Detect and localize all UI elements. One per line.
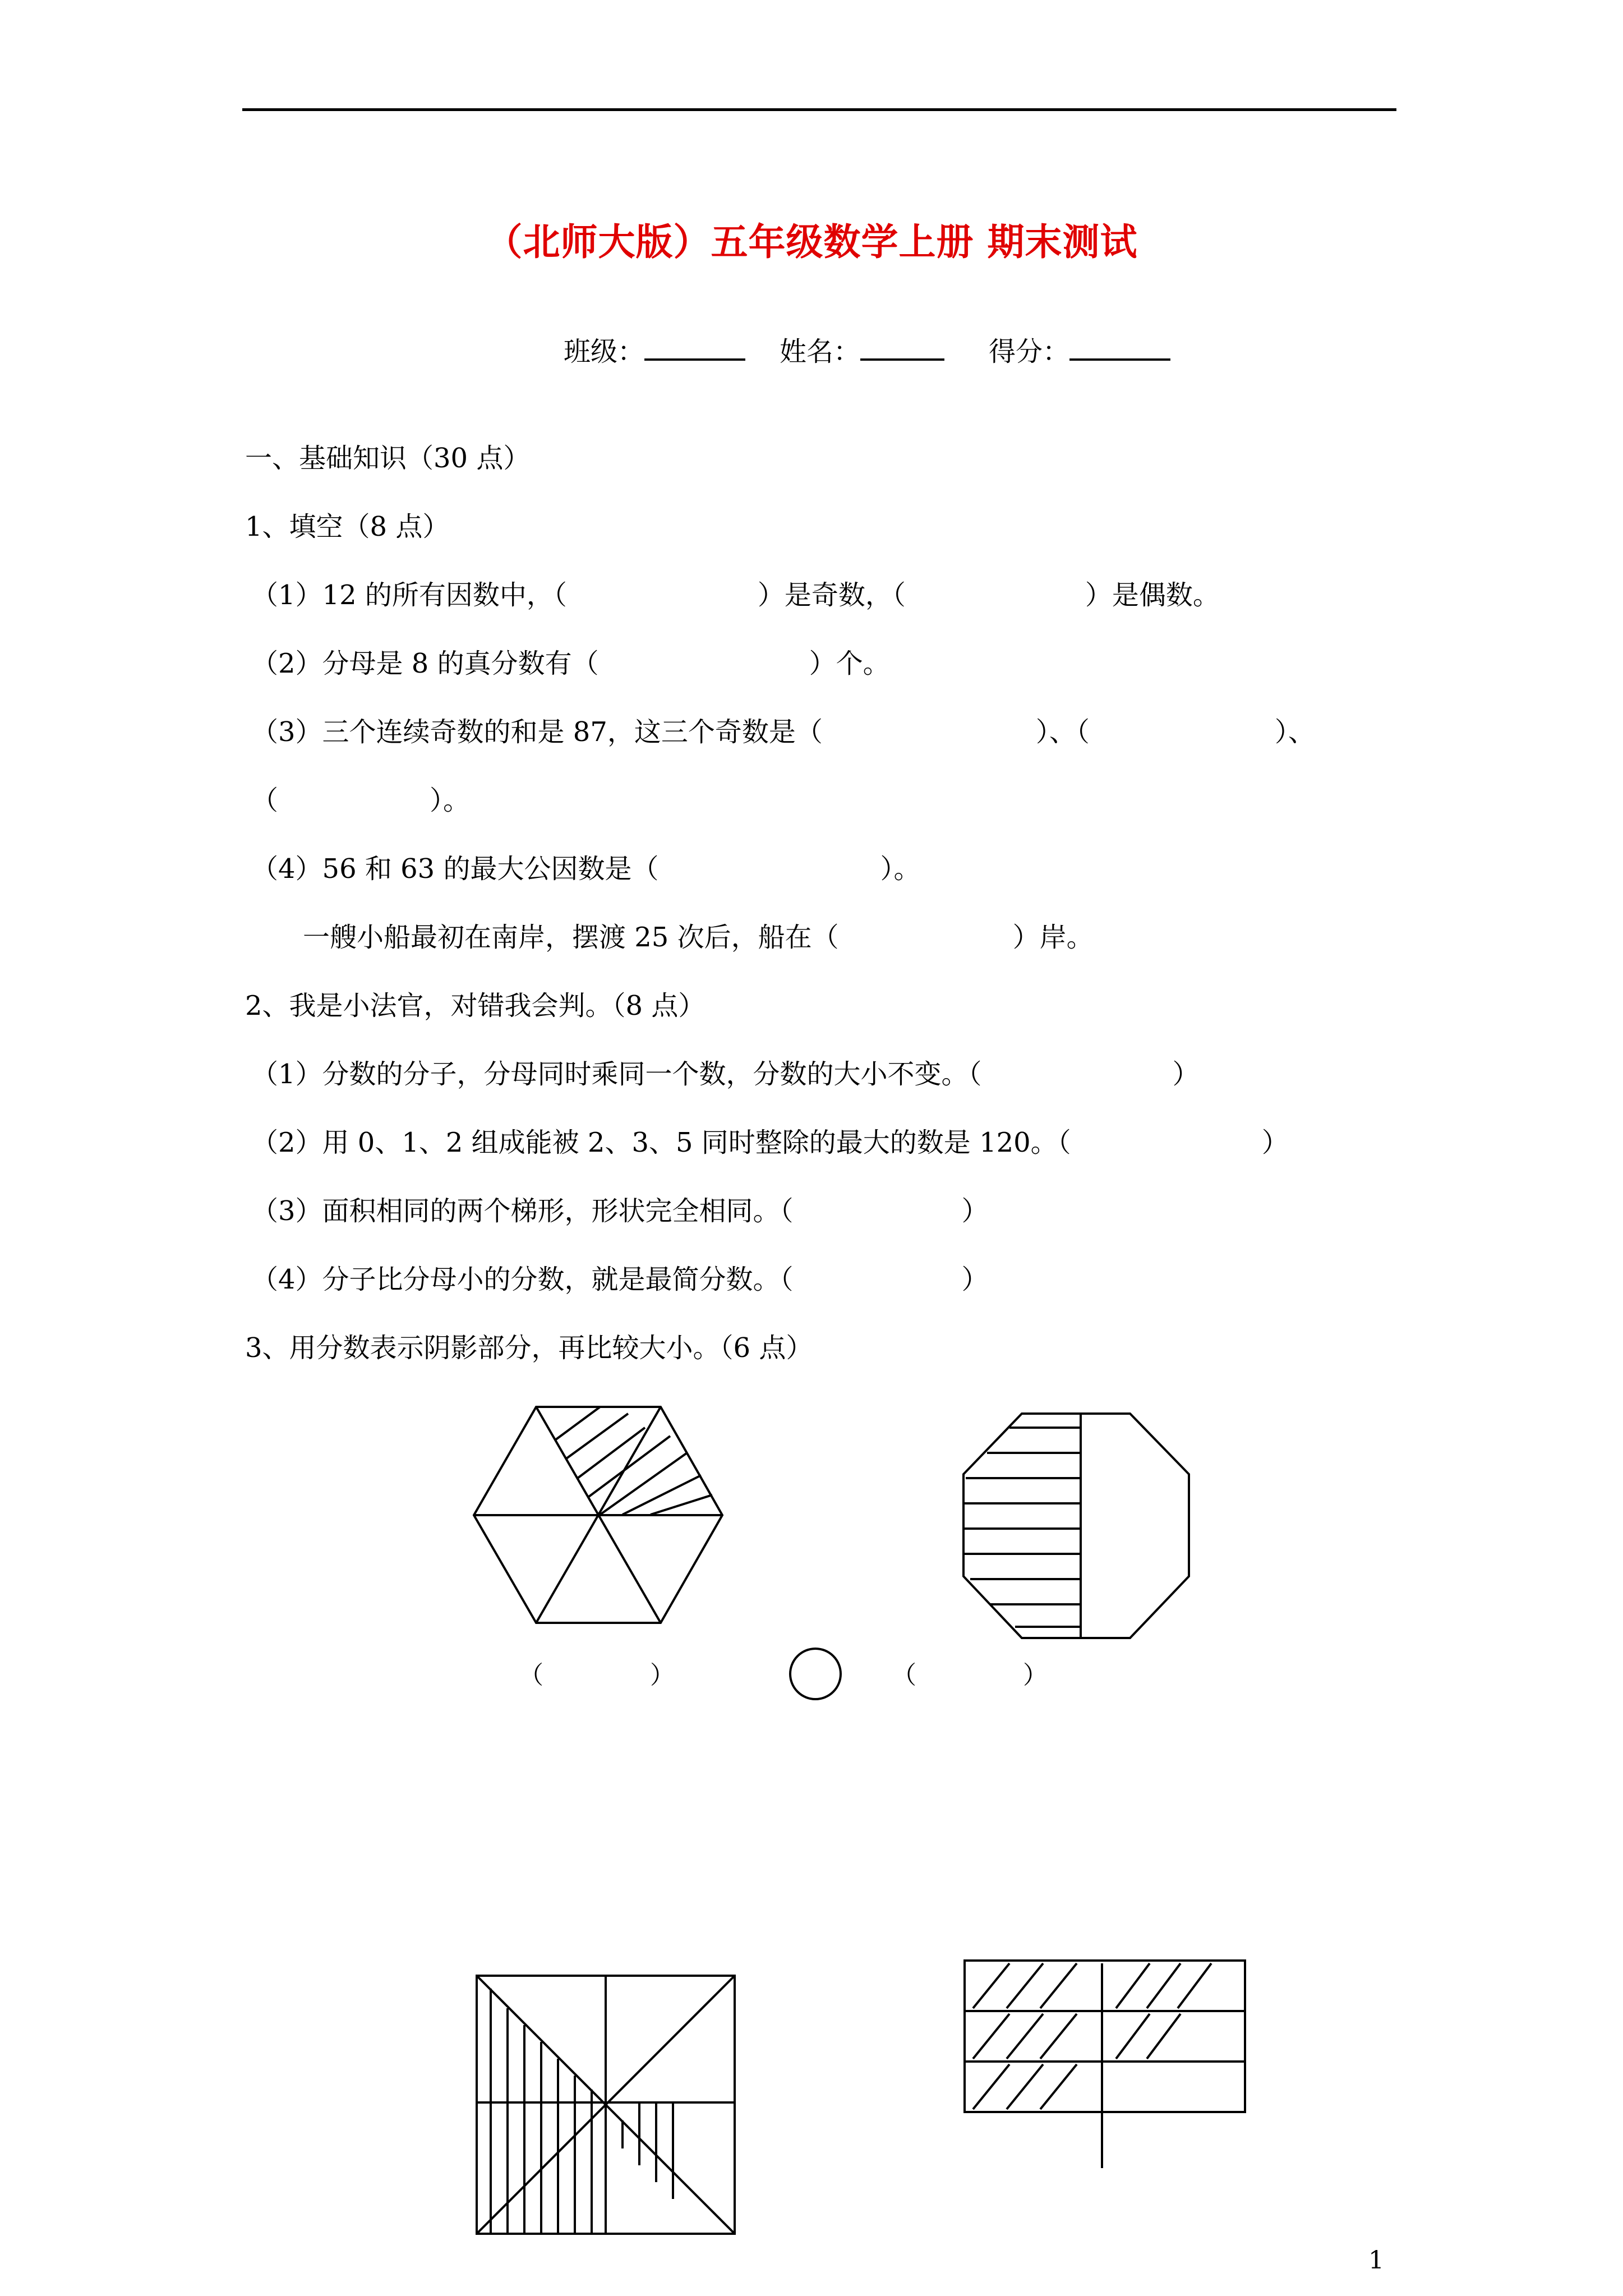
fill-item-2: （2）分母是 8 的真分数有（ ）个。 bbox=[251, 648, 890, 679]
judge-item-4: （4）分子比分母小的分数，就是最简分数。（ ） bbox=[251, 1264, 989, 1295]
answer-paren-left-figure[interactable]: （ ） bbox=[519, 1661, 675, 1690]
score-label: 得分： bbox=[989, 336, 1070, 367]
fill-item-3: （3）三个连续奇数的和是 87，这三个奇数是（ ）、（ ）、 bbox=[251, 716, 1315, 748]
question-heading: 1、填空（8 点） bbox=[245, 511, 450, 542]
answer-paren-right-figure[interactable]: （ ） bbox=[892, 1661, 1048, 1690]
question-heading: 2、我是小法官，对错我会判。（8 点） bbox=[245, 990, 706, 1022]
question-heading: 3、用分数表示阴影部分，再比较大小。（6 点） bbox=[245, 1332, 813, 1364]
page-title: （北师大版）五年级数学上册 期末测试 bbox=[485, 220, 1138, 264]
fill-item-1: （1）12 的所有因数中，（ ）是奇数，（ ）是偶数。 bbox=[251, 579, 1220, 611]
page-number: 1 bbox=[1368, 2246, 1384, 2275]
section-heading: 一、基础知识（30 点） bbox=[245, 443, 531, 474]
fill-item-4: （4）56 和 63 的最大公因数是（ ）。 bbox=[251, 853, 921, 885]
class-label: 班级： bbox=[564, 336, 645, 367]
fill-item-5: 一艘小船最初在南岸，摆渡 25 次后，船在（ ）岸。 bbox=[303, 922, 1094, 953]
fill-item-3-cont: （ ）。 bbox=[251, 785, 471, 816]
name-label: 姓名： bbox=[780, 336, 861, 367]
judge-item-3: （3）面积相同的两个梯形，形状完全相同。（ ） bbox=[251, 1195, 989, 1227]
judge-item-2: （2）用 0、1、2 组成能被 2、3、5 同时整除的最大的数是 120。（ ） bbox=[251, 1127, 1289, 1158]
judge-item-1: （1）分数的分子，分母同时乘同一个数，分数的大小不变。（ ） bbox=[251, 1059, 1200, 1090]
